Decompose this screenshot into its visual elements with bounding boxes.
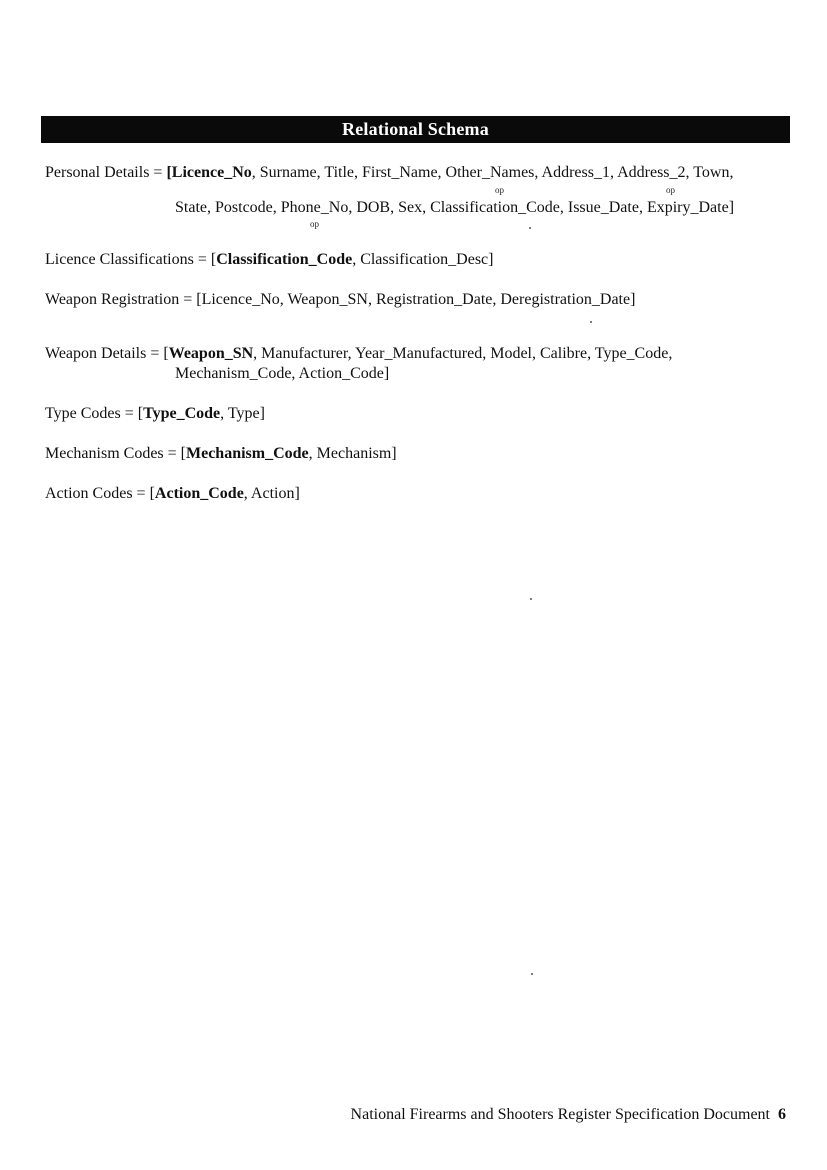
footer-document-title: National Firearms and Shooters Register Specification Document (350, 1106, 770, 1123)
scan-speck (531, 973, 533, 975)
relation-attributes: , Type] (220, 405, 265, 422)
type-codes-relation (45, 404, 265, 424)
relation-attributes: , Action] (243, 485, 300, 502)
relation-attributes: , Mechanism] (308, 445, 397, 462)
relation-attributes: , Surname, Title, First_Name, Other_Names, Address_1, Address_2, Town, (251, 164, 734, 181)
scan-speck (529, 227, 531, 229)
optional-marker: op (495, 185, 504, 195)
relation-name: Mechanism Codes = [ (45, 445, 186, 462)
weapon-registration-relation: Weapon Registration = [Licence_No, Weapon_SN, Registration_Date, Deregistration_Date] (45, 291, 636, 308)
relation-attributes: , Manufacturer, Year_Manufactured, Model, Calibre, Type_Code, (253, 345, 673, 362)
primary-key: Type_Code (143, 405, 221, 422)
page-number: 6 (778, 1106, 786, 1123)
scan-speck (530, 598, 532, 600)
relation-name: Action Codes = [ (45, 485, 155, 502)
licence-classifications-relation (45, 250, 493, 270)
scan-speck (590, 321, 592, 323)
weapon-details-relation (45, 344, 672, 364)
page-footer (351, 1105, 786, 1125)
optional-marker: op (666, 185, 675, 195)
relation-name: Weapon Details = [ (45, 345, 169, 362)
primary-key: Mechanism_Code (186, 445, 309, 462)
primary-key: Weapon_SN (168, 345, 254, 362)
personal-details-continuation: State, Postcode, Phone_No, DOB, Sex, Classification_Code, Issue_Date, Expiry_Date] (175, 199, 735, 216)
action-codes-relation (45, 484, 300, 504)
personal-details-relation (45, 163, 733, 183)
weapon-details-continuation: Mechanism_Code, Action_Code] (175, 365, 390, 382)
relation-open-bracket: [ (166, 164, 172, 181)
primary-key: Action_Code (154, 485, 244, 502)
relation-attributes: , Classification_Desc] (352, 251, 494, 268)
relation-name: Personal Details = (45, 164, 167, 181)
relation-name: Type Codes = [ (45, 405, 144, 422)
primary-key: Classification_Code (216, 251, 353, 268)
optional-marker: op (310, 219, 319, 229)
mechanism-codes-relation (45, 444, 397, 464)
primary-key: Licence_No (171, 164, 252, 181)
relation-name: Licence Classifications = [ (45, 251, 217, 268)
section-title: Relational Schema (41, 116, 790, 143)
